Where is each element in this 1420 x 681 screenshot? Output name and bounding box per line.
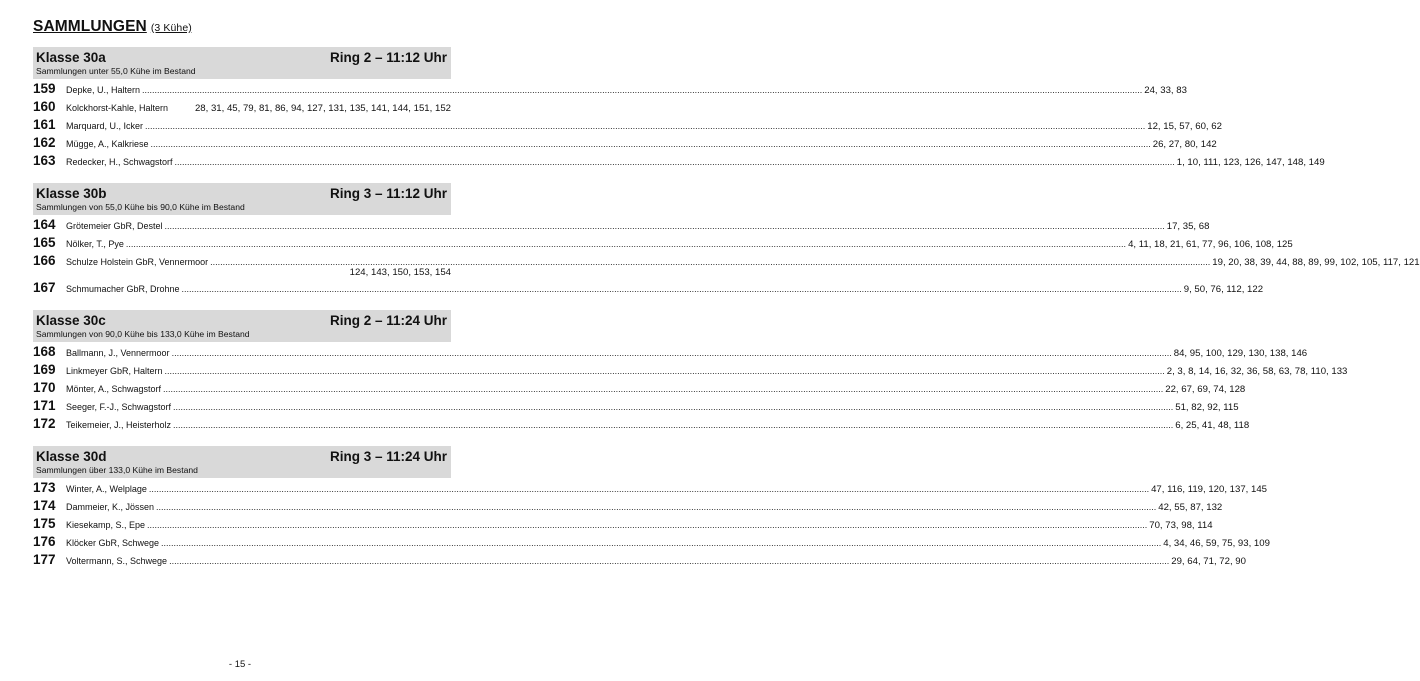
breeder-name: Klöcker GbR, Schwege — [66, 538, 160, 548]
cow-numbers: 28, 31, 45, 79, 81, 86, 94, 127, 131, 135, 141, 144, 151, 152 — [194, 103, 451, 114]
dot-leader: ................................................................................................................................................................................................................................................................................................................................................................................................................ — [125, 239, 1127, 249]
entry-list — [33, 342, 1348, 434]
class-title: Klasse 30a — [36, 50, 106, 65]
cow-numbers: 29, 64, 71, 72, 90 — [1171, 556, 1246, 567]
entry-number: 167 — [33, 280, 56, 295]
breeder-name: Mügge, A., Kalkriese — [66, 139, 149, 149]
entry-number: 173 — [33, 480, 56, 495]
collection-entry — [33, 135, 1217, 153]
cow-numbers: 47, 116, 119, 120, 137, 145 — [1151, 484, 1268, 495]
cow-numbers: 26, 27, 80, 142 — [1152, 139, 1217, 150]
cow-numbers: 1, 10, 111, 123, 126, 147, 148, 149 — [1176, 157, 1325, 168]
dot-leader: ................................................................................................................................................................................................................................................................................................................................................................................................................ — [161, 538, 1162, 548]
collection-entry — [33, 217, 1210, 235]
class-header — [33, 183, 451, 215]
dot-leader: ................................................................................................................................................................................................................................................................................................................................................................................................................ — [163, 384, 1164, 394]
class-description: Sammlungen unter 55,0 Kühe im Bestand — [36, 66, 196, 76]
entry-number: 159 — [33, 81, 56, 96]
class-title: Klasse 30c — [36, 313, 106, 328]
collection-entry — [33, 398, 1239, 416]
ring-time: Ring 3 – 11:24 Uhr — [329, 449, 447, 464]
class-header — [33, 310, 451, 342]
entry-number: 172 — [33, 416, 56, 431]
cow-numbers: 4, 34, 46, 59, 75, 93, 109 — [1163, 538, 1270, 549]
cow-numbers: 42, 55, 87, 132 — [1158, 502, 1223, 513]
page-number: - 15 - — [228, 659, 252, 670]
dot-leader: ................................................................................................................................................................................................................................................................................................................................................................................................................ — [164, 221, 1165, 231]
collection-entry — [33, 534, 1270, 552]
title-note: (3 Kühe) — [150, 22, 192, 34]
collection-entry — [33, 516, 1213, 534]
class-section — [33, 183, 1420, 298]
cow-numbers: 17, 35, 68 — [1166, 221, 1210, 232]
entry-number: 168 — [33, 344, 56, 359]
collection-entry — [33, 480, 1268, 498]
breeder-name: Voltermann, S., Schwege — [66, 556, 168, 566]
entry-number: 176 — [33, 534, 56, 549]
dot-leader: ................................................................................................................................................................................................................................................................................................................................................................................................................ — [148, 484, 1150, 494]
cow-numbers: 24, 33, 83 — [1144, 85, 1187, 96]
ring-time: Ring 2 – 11:24 Uhr — [329, 313, 447, 328]
entry-number: 175 — [33, 516, 56, 531]
class-header-row — [36, 449, 447, 464]
class-header — [33, 446, 451, 478]
catalog-page — [33, 18, 1420, 570]
entry-number: 161 — [33, 117, 56, 132]
dot-leader: ................................................................................................................................................................................................................................................................................................................................................................................................................ — [147, 520, 1148, 530]
cow-numbers: 19, 20, 38, 39, 44, 88, 89, 99, 102, 105, 117, 121 — [1212, 257, 1420, 268]
breeder-name: Depke, U., Haltern — [66, 85, 141, 95]
ring-time: Ring 3 – 11:12 Uhr — [329, 186, 447, 201]
dot-leader: ................................................................................................................................................................................................................................................................................................................................................................................................................ — [181, 284, 1182, 294]
collection-entry — [33, 280, 1264, 298]
class-header — [33, 47, 451, 79]
class-header-row — [36, 313, 447, 328]
dot-leader: ................................................................................................................................................................................................................................................................................................................................................................................................................ — [174, 157, 1175, 167]
entry-number: 177 — [33, 552, 56, 567]
dot-leader: ................................................................................................................................................................................................................................................................................................................................................................................................................ — [145, 121, 1146, 131]
class-description: Sammlungen von 90,0 Kühe bis 133,0 Kühe im Bestand — [36, 329, 250, 339]
entry-number: 169 — [33, 362, 56, 377]
collection-entry — [33, 153, 1325, 171]
cow-numbers: 22, 67, 69, 74, 128 — [1165, 384, 1246, 395]
collection-entry — [33, 99, 451, 117]
breeder-name: Marquard, U., Icker — [66, 121, 144, 131]
entry-number: 174 — [33, 498, 56, 513]
entry-number: 165 — [33, 235, 56, 250]
breeder-name: Winter, A., Welplage — [66, 484, 147, 494]
dot-leader: ................................................................................................................................................................................................................................................................................................................................................................................................................ — [173, 402, 1174, 412]
entry-number: 164 — [33, 217, 56, 232]
cow-numbers: 84, 95, 100, 129, 130, 138, 146 — [1173, 348, 1308, 359]
breeder-name: Schmumacher GbR, Drohne — [66, 284, 180, 294]
breeder-name: Teikemeier, J., Heisterholz — [66, 420, 172, 430]
title-text: SAMMLUNGEN — [33, 18, 147, 35]
collection-entry — [33, 380, 1246, 398]
breeder-name: Redecker, H., Schwagstorf — [66, 157, 173, 167]
class-title: Klasse 30d — [36, 449, 107, 464]
entry-list — [33, 215, 1420, 298]
dot-leader: ................................................................................................................................................................................................................................................................................................................................................................................................................ — [210, 257, 1211, 267]
cow-numbers: 51, 82, 92, 115 — [1175, 402, 1239, 413]
entry-list — [33, 478, 1270, 570]
breeder-name: Kolckhorst-Kahle, Haltern — [66, 103, 169, 113]
collection-entry — [33, 552, 1246, 570]
class-title: Klasse 30b — [36, 186, 107, 201]
entry-number: 166 — [33, 253, 56, 268]
breeder-name: Kiesekamp, S., Epe — [66, 520, 146, 530]
cow-numbers: 6, 25, 41, 48, 118 — [1175, 420, 1250, 431]
cow-numbers: 4, 11, 18, 21, 61, 77, 96, 106, 108, 125 — [1128, 239, 1293, 250]
class-header-row — [36, 186, 447, 201]
cow-numbers-continued: 124, 143, 150, 153, 154 — [349, 267, 451, 278]
dot-leader: ................................................................................................................................................................................................................................................................................................................................................................................................................ — [164, 366, 1165, 376]
collection-entry — [33, 117, 1222, 135]
collection-entry — [33, 416, 1250, 434]
entry-number: 163 — [33, 153, 56, 168]
class-description: Sammlungen von 55,0 Kühe bis 90,0 Kühe im Bestand — [36, 202, 245, 212]
ring-time: Ring 2 – 11:12 Uhr — [329, 50, 447, 65]
dot-leader: ................................................................................................................................................................................................................................................................................................................................................................................................................ — [173, 420, 1174, 430]
entry-number: 171 — [33, 398, 56, 413]
breeder-name: Dammeier, K., Jössen — [66, 502, 155, 512]
class-header-row — [36, 50, 447, 65]
sections — [33, 47, 1420, 570]
cow-numbers: 70, 73, 98, 114 — [1149, 520, 1213, 531]
dot-leader: ................................................................................................................................................................................................................................................................................................................................................................................................................ — [150, 139, 1151, 149]
class-section — [33, 47, 1325, 171]
breeder-name: Mönter, A., Schwagstorf — [66, 384, 162, 394]
collection-entry — [33, 344, 1308, 362]
cow-numbers: 2, 3, 8, 14, 16, 32, 36, 58, 63, 78, 110, 133 — [1166, 366, 1348, 377]
page-title — [33, 18, 451, 36]
class-description: Sammlungen über 133,0 Kühe im Bestand — [36, 465, 198, 475]
class-section — [33, 446, 1270, 570]
entry-number: 162 — [33, 135, 56, 150]
entry-list — [33, 79, 1325, 171]
dot-leader: ................................................................................................................................................................................................................................................................................................................................................................................................................ — [156, 502, 1157, 512]
breeder-name: Schulze Holstein GbR, Vennermoor — [66, 257, 209, 267]
collection-entry — [33, 235, 1293, 253]
breeder-name: Linkmeyer GbR, Haltern — [66, 366, 163, 376]
breeder-name: Ballmann, J., Vennermoor — [66, 348, 170, 358]
collection-entry — [33, 362, 1348, 380]
dot-leader: ................................................................................................................................................................................................................................................................................................................................................................................................................ — [171, 348, 1172, 358]
entry-number: 160 — [33, 99, 56, 114]
breeder-name: Seeger, F.-J., Schwagstorf — [66, 402, 172, 412]
entry-number: 170 — [33, 380, 56, 395]
collection-entry — [33, 81, 1187, 99]
collection-entry — [33, 498, 1223, 516]
dot-leader: ................................................................................................................................................................................................................................................................................................................................................................................................................ — [142, 85, 1143, 95]
breeder-name: Grötemeier GbR, Destel — [66, 221, 163, 231]
cow-numbers: 9, 50, 76, 112, 122 — [1183, 284, 1264, 295]
class-section — [33, 310, 1348, 434]
cow-numbers: 12, 15, 57, 60, 62 — [1147, 121, 1222, 132]
dot-leader: ................................................................................................................................................................................................................................................................................................................................................................................................................ — [169, 556, 1170, 566]
breeder-name: Nölker, T., Pye — [66, 239, 124, 249]
